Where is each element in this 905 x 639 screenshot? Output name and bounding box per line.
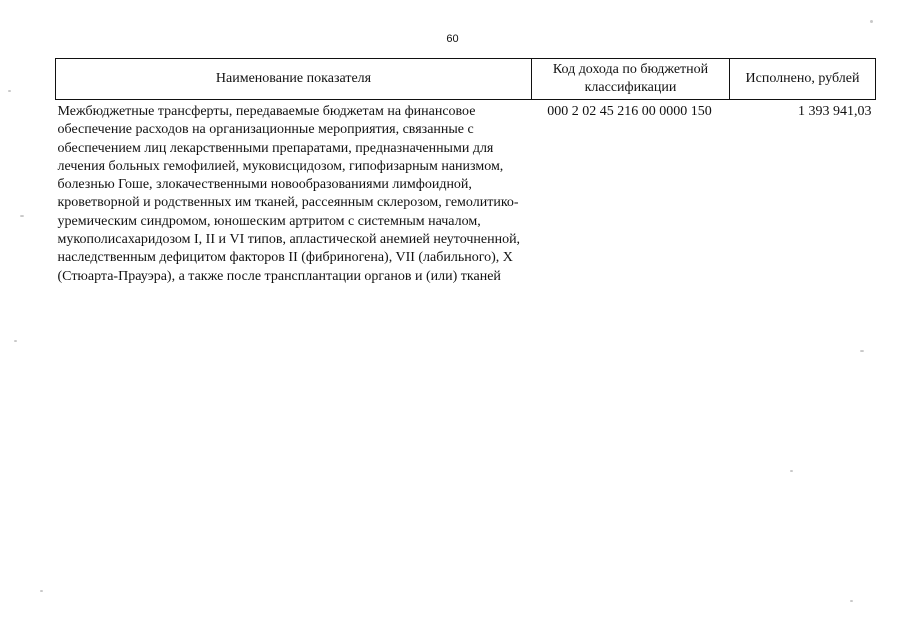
page-number: 60	[446, 33, 459, 45]
header-indicator-name: Наименование показателя	[56, 59, 532, 100]
scan-noise	[850, 600, 853, 602]
indicator-name-cell: Межбюджетные трансферты, передаваемые бюджетам на финансовое обеспечение расходов на организационные мероприятия, связанные с обеспечением лиц лекарственными препаратами, предназначенными для лечения больных гемофилией, муковисцидозом, гипофизарным нанизмом, болезнью Гоше, злокачественными новообразованиями лимфоидной, кроветворной и родственных им тканей, рассеянным склерозом, гемолитико-уремическим синдромом, юношеским артритом с системным началом, мукополисахаридозом I, II и VI типов, апластической анемией неуточненной, наследственным дефицитом факторов II (фибриногена), VII (лабильного), X (Стюарта-Прауэра), а также после трансплантации органов и (или) тканей	[57, 104, 521, 284]
scan-noise	[860, 350, 864, 352]
table-row	[56, 100, 876, 286]
scan-noise	[40, 590, 43, 592]
scan-noise	[870, 20, 873, 23]
table-header-row	[56, 59, 876, 100]
scan-noise	[20, 215, 24, 217]
header-income-code: Код дохода по бюджетной классификации	[532, 59, 730, 100]
scan-noise	[8, 90, 11, 92]
scan-noise	[14, 340, 17, 342]
header-amount-executed: Исполнено, рублей	[730, 59, 876, 100]
budget-table	[55, 58, 876, 286]
amount-executed-cell: 1 393 941,03	[798, 104, 872, 119]
income-code-cell: 000 2 02 45 216 00 0000 150	[547, 104, 712, 119]
scan-noise	[790, 470, 793, 472]
